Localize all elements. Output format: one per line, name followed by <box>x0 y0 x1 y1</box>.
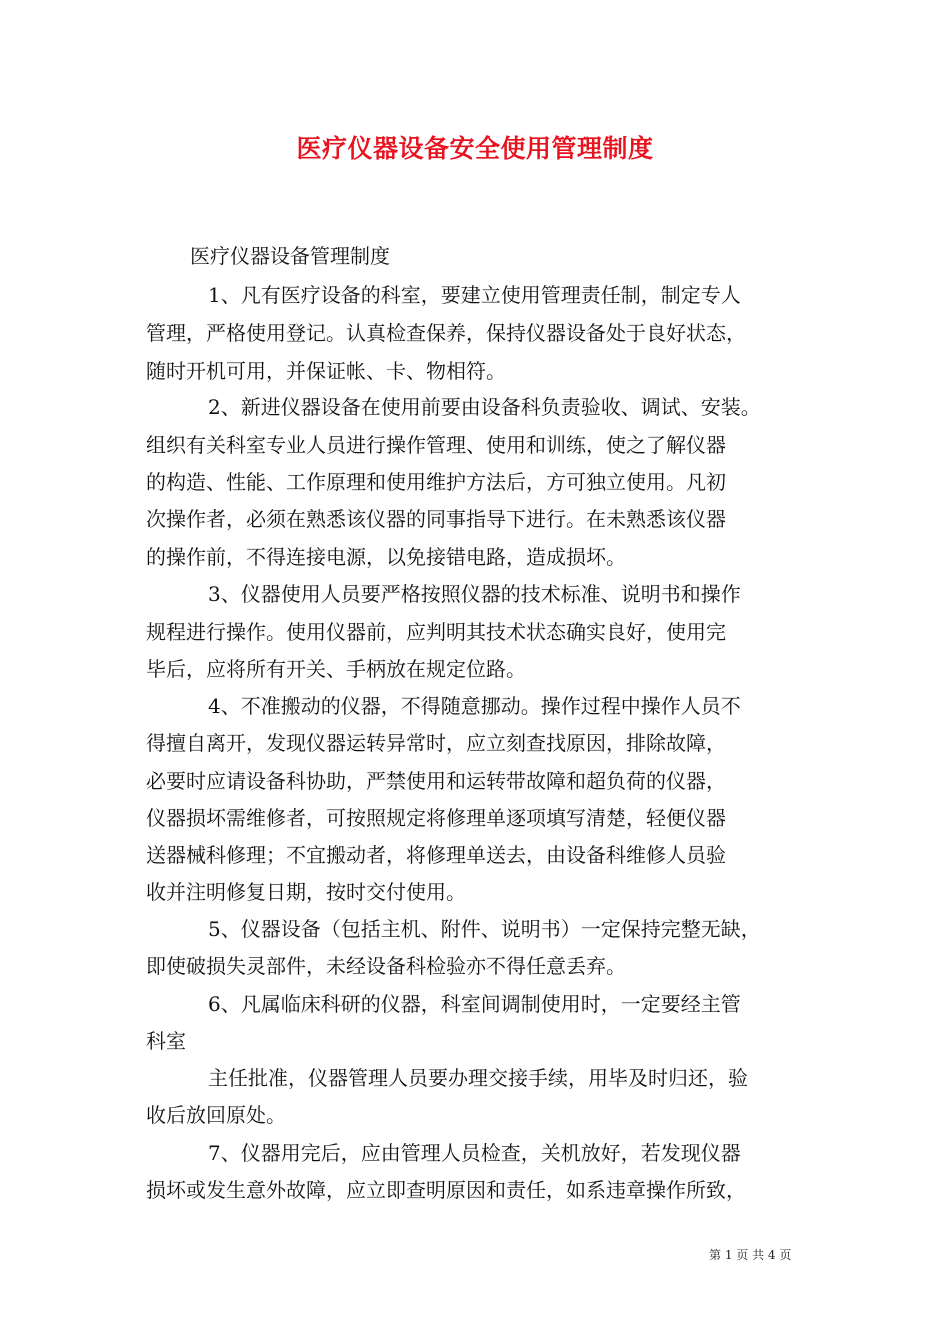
page-number: 第 1 页 共 4 页 <box>709 1248 792 1262</box>
body-line: 管理，严格使用登记。认真检查保养，保持仪器设备处于良好状态， <box>146 321 746 345</box>
body-line: 送器械科修理；不宜搬动者，将修理单送去，由设备科维修人员验 <box>146 843 726 867</box>
body-line: 仪器损坏需维修者，可按照规定将修理单逐项填写清楚，轻便仪器 <box>146 806 726 830</box>
document-title: 医疗仪器设备安全使用管理制度 <box>296 134 654 163</box>
body-line: 收并注明修复日期，按时交付使用。 <box>146 880 466 904</box>
body-line: 的操作前，不得连接电源，以免接错电路，造成损坏。 <box>146 545 626 569</box>
document-subtitle: 医疗仪器设备管理制度 <box>190 244 390 268</box>
body-line: 随时开机可用，并保证帐、卡、物相符。 <box>146 359 506 383</box>
body-line: 的构造、性能、工作原理和使用维护方法后，方可独立使用。凡初 <box>146 470 726 494</box>
body-line: 收后放回原处。 <box>146 1103 286 1127</box>
body-line: 主任批准，仪器管理人员要办理交接手续，用毕及时归还，验 <box>208 1066 748 1090</box>
body-line: 5、仪器设备（包括主机、附件、说明书）一定保持完整无缺， <box>208 917 761 941</box>
body-line: 得擅自离开，发现仪器运转异常时，应立刻查找原因，排除故障， <box>146 731 726 755</box>
body-line: 次操作者，必须在熟悉该仪器的同事指导下进行。在未熟悉该仪器 <box>146 507 726 531</box>
body-line: 组织有关科室专业人员进行操作管理、使用和训练，使之了解仪器 <box>146 433 726 457</box>
body-line: 3、仪器使用人员要严格按照仪器的技术标准、说明书和操作 <box>208 582 741 606</box>
body-line: 必要时应请设备科协助，严禁使用和运转带故障和超负荷的仪器， <box>146 769 726 793</box>
body-line: 规程进行操作。使用仪器前，应判明其技术状态确实良好，使用完 <box>146 620 726 644</box>
body-line: 损坏或发生意外故障，应立即查明原因和责任，如系违章操作所致， <box>146 1178 746 1202</box>
body-line: 2、新进仪器设备在使用前要由设备科负责验收、调试、安装。 <box>208 395 761 419</box>
body-line: 6、凡属临床科研的仪器，科室间调制使用时，一定要经主管 <box>208 992 741 1016</box>
body-line: 即使破损失灵部件，未经设备科检验亦不得任意丢弃。 <box>146 954 626 978</box>
body-line: 7、仪器用完后，应由管理人员检查，关机放好，若发现仪器 <box>208 1141 741 1165</box>
body-line: 4、不准搬动的仪器，不得随意挪动。操作过程中操作人员不 <box>208 694 741 718</box>
body-line: 毕后，应将所有开关、手柄放在规定位路。 <box>146 657 526 681</box>
body-line: 科室 <box>146 1029 186 1053</box>
body-line: 1、凡有医疗设备的科室，要建立使用管理责任制，制定专人 <box>208 283 741 307</box>
